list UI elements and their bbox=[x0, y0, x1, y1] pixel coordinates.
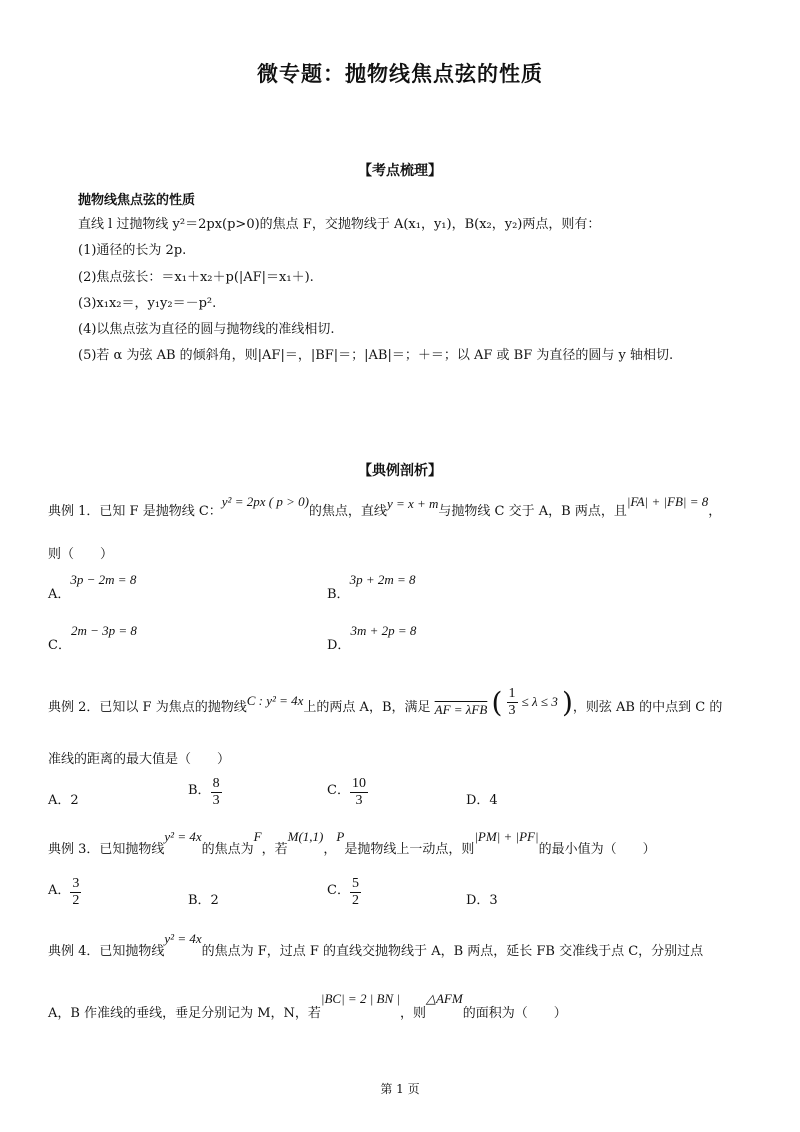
property-line-4: (4)以焦点弦为直径的圆与抛物线的准线相切. bbox=[78, 322, 335, 337]
ex3-option-c: C． $\frac{5}{2}$ bbox=[327, 876, 359, 908]
example-3-question: 典例 3．已知抛物线y² = 4x的焦点为F，若M(1,1)，P是抛物线上一动点，则|PM| + |PF|的最小值为（ ） bbox=[48, 829, 656, 857]
ex1-option-b: B．3p + 2m = 8 bbox=[327, 572, 416, 602]
ex2-parabola-formula: C : y² = 4x bbox=[246, 693, 304, 708]
ex1-sum-formula: |FA| + |FB| = 8 bbox=[626, 494, 709, 509]
ex1-text-b: 的焦点，直线 bbox=[308, 504, 387, 519]
property-line-1: (1)通径的长为 2p. bbox=[78, 243, 187, 258]
ex3-parabola-formula: y² = 4x bbox=[164, 829, 202, 844]
ex2-vector-condition: AF = λFB ( $\frac{1}{3}$ ≤ λ ≤ 3 ) bbox=[434, 686, 573, 719]
ex1-text-d: ， bbox=[708, 504, 722, 519]
ex3-point-m: M(1,1) bbox=[287, 829, 324, 844]
section-heading-review: 【考点梳理】 bbox=[358, 163, 442, 179]
example-1-question bbox=[48, 494, 722, 519]
ex4-length-condition: |BC| = 2 | BN | bbox=[320, 991, 400, 1006]
page-footer: 第 1 页 bbox=[380, 1082, 420, 1096]
property-line-intro: 直线 l 过抛物线 y²＝2px(p>0)的焦点 F，交抛物线于 A(x₁，y₁)，B(x₂，y₂)两点，则有： bbox=[78, 217, 601, 232]
property-line-3: (3)x₁x₂＝，y₁y₂＝－p². bbox=[78, 296, 217, 311]
ex2-option-b: B． $\frac{8}{3}$ bbox=[188, 776, 220, 808]
example-2-prompt: 准线的距离的最大值是（ ） bbox=[48, 752, 231, 767]
ex3-option-d: D．3 bbox=[466, 893, 498, 908]
example-2-question: 典例 2．已知以 F 为焦点的抛物线C : y² = 4x上的两点 A，B，满足 AF = λFB ( $\frac{1}{3}$ ≤ λ ≤ 3 )，则弦 AB 的中点到 C 的 bbox=[48, 682, 722, 721]
example-4-question-line1: 典例 4．已知抛物线y² = 4x的焦点为 F，过点 F 的直线交抛物线于 A，B 两点，延长 FB 交准线于点 C，分别过点 bbox=[48, 931, 704, 959]
ex1-line-formula: y = x + m bbox=[386, 496, 439, 511]
ex1-text-c: 与抛物线 C 交于 A，B 两点，且 bbox=[438, 504, 627, 519]
section-heading-examples: 【典例剖析】 bbox=[358, 463, 442, 479]
ex3-option-b: B．2 bbox=[188, 893, 219, 908]
ex1-text-a: 典例 1．已知 F 是抛物线 C： bbox=[48, 504, 222, 519]
ex3-option-a: A． $\frac{3}{2}$ bbox=[48, 876, 80, 908]
ex4-triangle: △AFM bbox=[425, 991, 463, 1006]
ex2-option-d: D．4 bbox=[466, 793, 498, 808]
ex2-option-c: C． $\frac{10}{3}$ bbox=[327, 776, 366, 808]
ex1-option-c: C．2m − 3p = 8 bbox=[48, 623, 137, 653]
ex3-distance-sum: |PM| + |PF| bbox=[474, 829, 539, 844]
ex1-option-d: D．3m + 2p = 8 bbox=[327, 623, 417, 653]
ex1-parabola-formula: y² = 2px ( p > 0) bbox=[221, 494, 309, 509]
example-1-prompt: 则（ ） bbox=[48, 547, 114, 562]
subheading-properties: 抛物线焦点弦的性质 bbox=[78, 193, 196, 208]
page-title: 微专题：抛物线焦点弦的性质 bbox=[257, 62, 543, 86]
ex2-option-a: A．2 bbox=[48, 793, 79, 808]
property-line-2: (2)焦点弦长：＝x₁＋x₂＋p(|AF|＝x₁＋). bbox=[78, 270, 314, 285]
ex4-parabola-formula: y² = 4x bbox=[164, 931, 202, 946]
ex1-option-a: A．3p − 2m = 8 bbox=[48, 572, 137, 602]
example-4-question-line2: A，B 作准线的垂线，垂足分别记为 M，N，若|BC| = 2 | BN |，则△AFM的面积为（ ） bbox=[48, 991, 567, 1021]
property-line-5: (5)若 α 为弦 AB 的倾斜角，则|AF|＝，|BF|＝；|AB|＝；＋＝；以 AF 或 BF 为直径的圆与 y 轴相切. bbox=[78, 348, 674, 363]
